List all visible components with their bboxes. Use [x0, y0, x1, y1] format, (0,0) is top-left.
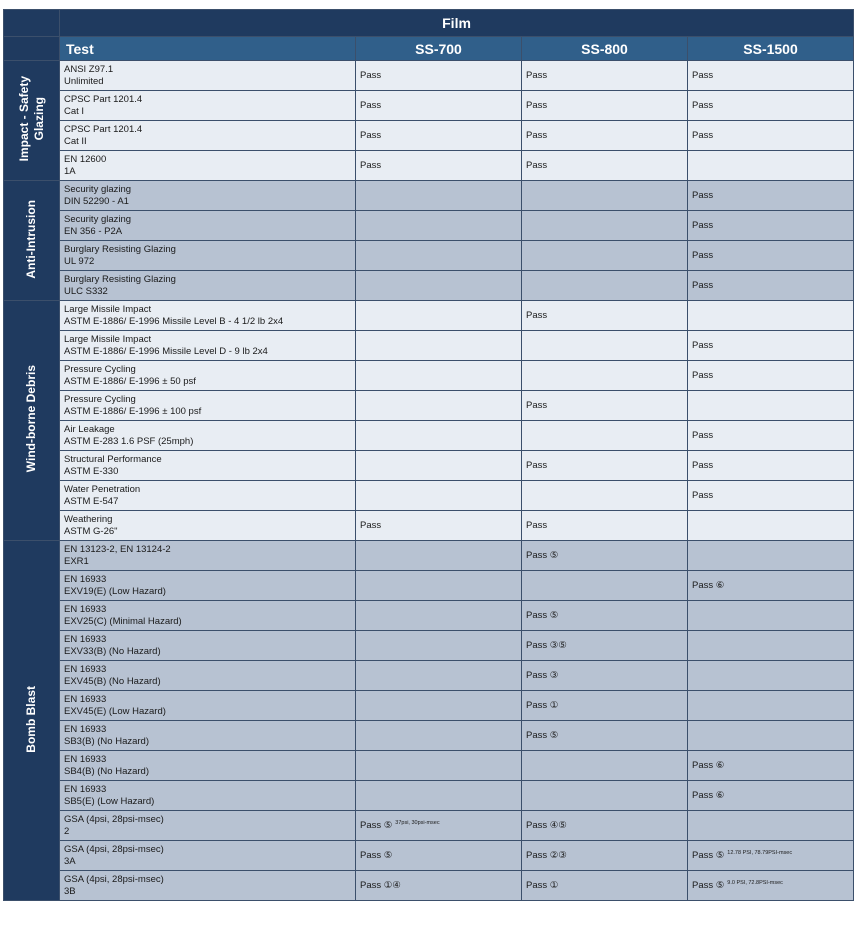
category-label	[4, 181, 60, 301]
ss800-result	[522, 331, 688, 361]
test-name-cell	[60, 391, 356, 421]
ss1500-result	[688, 391, 854, 421]
test-name-cell	[60, 721, 356, 751]
ss700-result	[356, 91, 522, 121]
table-row	[4, 61, 854, 91]
test-standard: EXV45(E) (Low Hazard)	[64, 705, 166, 717]
table-row	[4, 121, 854, 151]
ss700-result	[356, 421, 522, 451]
table-row	[4, 721, 854, 751]
result-text: Pass	[692, 100, 714, 111]
ss1500-result	[688, 691, 854, 721]
result-text: Pass	[526, 400, 548, 411]
ss1500-result	[688, 661, 854, 691]
ss800-result	[522, 391, 688, 421]
ss1500-result	[688, 301, 854, 331]
test-standard: DIN 52290 - A1	[64, 195, 129, 207]
result-text: Pass ②③	[526, 850, 567, 861]
result-text: Pass	[692, 220, 714, 231]
result-text: Pass	[526, 100, 548, 111]
result-text: Pass	[692, 340, 714, 351]
test-name-cell	[60, 631, 356, 661]
result-note: 9.0 PSI, 72.8PSI-msec	[727, 880, 783, 886]
ss800-result	[522, 211, 688, 241]
ss700-result	[356, 571, 522, 601]
result-text: Pass ⑤	[526, 610, 559, 621]
test-name: ANSI Z97.1	[64, 63, 114, 75]
test-name-cell	[60, 271, 356, 301]
table-body	[4, 61, 854, 901]
table-row	[4, 751, 854, 781]
test-name-cell	[60, 601, 356, 631]
test-name: CPSC Part 1201.4	[64, 93, 143, 105]
test-standard: ASTM E-1886/ E-1996 ± 50 psf	[64, 375, 196, 387]
ss1500-result	[688, 721, 854, 751]
test-name: Large Missile Impact	[64, 303, 152, 315]
ss800-result	[522, 721, 688, 751]
test-name-cell	[60, 61, 356, 91]
ss700-result	[356, 691, 522, 721]
result-note: 37psi, 30psi-msec	[395, 820, 440, 826]
test-name: EN 16933	[64, 693, 107, 705]
ss1500-result	[688, 151, 854, 181]
ss1500-result	[688, 421, 854, 451]
ss800-result	[522, 841, 688, 871]
test-name: Burglary Resisting Glazing	[64, 243, 176, 255]
ss1500-result	[688, 571, 854, 601]
table-row	[4, 451, 854, 481]
test-standard: EXV45(B) (No Hazard)	[64, 675, 161, 687]
test-standard: EXV33(B) (No Hazard)	[64, 645, 161, 657]
test-standard: EXV19(E) (Low Hazard)	[64, 585, 166, 597]
ss700-result	[356, 481, 522, 511]
table-row	[4, 151, 854, 181]
ss1500-result	[688, 541, 854, 571]
test-name: Water Penetration	[64, 483, 141, 495]
result-text: Pass	[360, 130, 382, 141]
test-standard: EN 356 - P2A	[64, 225, 123, 237]
test-name-cell	[60, 691, 356, 721]
result-text: Pass ⑤	[360, 820, 393, 831]
ss1500-result	[688, 271, 854, 301]
test-standard: ASTM E-1886/ E-1996 Missile Level D - 9 lb 2x4	[64, 345, 268, 357]
ss700-result	[356, 751, 522, 781]
test-standard: SB5(E) (Low Hazard)	[64, 795, 155, 807]
test-name: EN 13123-2, EN 13124-2	[64, 543, 171, 555]
ss800-result	[522, 541, 688, 571]
ss700-result	[356, 541, 522, 571]
category-label	[4, 541, 60, 901]
category-name: Bomb Blast	[24, 685, 38, 753]
test-standard: ASTM G-26"	[64, 525, 118, 537]
result-text: Pass ①	[526, 880, 559, 891]
test-standard: ASTM E-283 1.6 PSF (25mph)	[64, 435, 194, 447]
table-row	[4, 871, 854, 901]
result-text: Pass	[526, 130, 548, 141]
ss1500-result	[688, 61, 854, 91]
test-standard: ULC S332	[64, 285, 108, 297]
ss700-result	[356, 841, 522, 871]
ss800-result	[522, 571, 688, 601]
table-row	[4, 661, 854, 691]
table-row	[4, 361, 854, 391]
test-standard: EXV25(C) (Minimal Hazard)	[64, 615, 182, 627]
test-name: Pressure Cycling	[64, 363, 136, 375]
table-row	[4, 631, 854, 661]
ss1500-result	[688, 841, 854, 871]
result-text: Pass	[360, 100, 382, 111]
ss1500-result	[688, 481, 854, 511]
result-text: Pass	[692, 460, 714, 471]
header-corner-2	[4, 37, 60, 61]
table-row	[4, 271, 854, 301]
result-text: Pass ⑤	[692, 850, 725, 861]
test-name-cell	[60, 541, 356, 571]
ss1500-result	[688, 91, 854, 121]
test-name-cell	[60, 211, 356, 241]
result-text: Pass	[692, 250, 714, 261]
result-text: Pass ⑤	[526, 730, 559, 741]
ss700-result	[356, 271, 522, 301]
result-text: Pass	[692, 130, 714, 141]
table-row	[4, 571, 854, 601]
test-name: EN 16933	[64, 633, 107, 645]
test-standard: ASTM E-1886/ E-1996 ± 100 psf	[64, 405, 202, 417]
test-name-cell	[60, 751, 356, 781]
table-row	[4, 331, 854, 361]
ss800-result	[522, 601, 688, 631]
result-text: Pass ⑥	[692, 760, 725, 771]
test-name-cell	[60, 811, 356, 841]
test-name: EN 16933	[64, 663, 107, 675]
test-name-cell	[60, 241, 356, 271]
category-name: Impact - Safety Glazing	[16, 76, 46, 162]
ss800-result	[522, 271, 688, 301]
test-name: EN 16933	[64, 753, 107, 765]
film-header: Film	[60, 10, 854, 37]
result-text: Pass	[526, 70, 548, 81]
ss1500-result	[688, 331, 854, 361]
test-name-cell	[60, 661, 356, 691]
ss1500-result	[688, 361, 854, 391]
test-name-cell	[60, 781, 356, 811]
ss800-result	[522, 121, 688, 151]
category-name: Wind-borne Debris	[24, 365, 38, 473]
table-row	[4, 781, 854, 811]
ss800-result	[522, 451, 688, 481]
ss700-result	[356, 511, 522, 541]
ss800-result	[522, 421, 688, 451]
test-standard: 2	[64, 825, 70, 837]
test-standard: 3A	[64, 855, 76, 867]
result-text: Pass	[360, 160, 382, 171]
ss700-result	[356, 451, 522, 481]
ss800-result	[522, 811, 688, 841]
test-name-cell	[60, 91, 356, 121]
test-name: GSA (4psi, 28psi-msec)	[64, 813, 164, 825]
category-name: Anti-Intrusion	[24, 199, 38, 279]
ss700-result	[356, 151, 522, 181]
test-name: Large Missile Impact	[64, 333, 152, 345]
result-text: Pass ①④	[360, 880, 401, 891]
column-header-test: Test	[60, 37, 356, 61]
ss1500-result	[688, 781, 854, 811]
test-standard: Cat I	[64, 105, 85, 117]
table-row	[4, 811, 854, 841]
ss800-result	[522, 751, 688, 781]
table-row	[4, 511, 854, 541]
result-text: Pass ③	[526, 670, 559, 681]
film-comparison-table	[3, 9, 854, 901]
result-text: Pass	[692, 490, 714, 501]
test-name-cell	[60, 181, 356, 211]
test-name: EN 16933	[64, 723, 107, 735]
result-text: Pass	[692, 280, 714, 291]
ss700-result	[356, 241, 522, 271]
result-text: Pass	[526, 460, 548, 471]
table-row	[4, 481, 854, 511]
test-name: Air Leakage	[64, 423, 115, 435]
ss800-result	[522, 61, 688, 91]
result-text: Pass ⑤	[526, 550, 559, 561]
ss700-result	[356, 721, 522, 751]
test-name: Weathering	[64, 513, 113, 525]
ss800-result	[522, 181, 688, 211]
test-name: EN 16933	[64, 603, 107, 615]
test-name: EN 16933	[64, 783, 107, 795]
ss1500-result	[688, 451, 854, 481]
ss1500-result	[688, 811, 854, 841]
test-standard: ASTM E-330	[64, 465, 119, 477]
result-text: Pass ⑤	[692, 880, 725, 891]
test-name: Burglary Resisting Glazing	[64, 273, 176, 285]
test-name: Structural Performance	[64, 453, 162, 465]
table-row	[4, 301, 854, 331]
result-text: Pass ①	[526, 700, 559, 711]
table-row	[4, 541, 854, 571]
test-standard: ASTM E-1886/ E-1996 Missile Level B - 4 1/2 lb 2x4	[64, 315, 284, 327]
ss800-result	[522, 781, 688, 811]
test-name-cell	[60, 571, 356, 601]
test-name-cell	[60, 841, 356, 871]
result-note: 12.78 PSI, 78.79PSI-msec	[727, 850, 793, 856]
table-row	[4, 421, 854, 451]
result-text: Pass ③⑤	[526, 640, 567, 651]
ss800-result	[522, 361, 688, 391]
test-standard: Unlimited	[64, 75, 104, 87]
ss700-result	[356, 781, 522, 811]
test-standard: EXR1	[64, 555, 89, 567]
ss800-result	[522, 661, 688, 691]
ss1500-result	[688, 121, 854, 151]
result-text: Pass ④⑤	[526, 820, 567, 831]
ss700-result	[356, 301, 522, 331]
test-name-cell	[60, 121, 356, 151]
result-text: Pass	[692, 190, 714, 201]
ss800-result	[522, 691, 688, 721]
ss800-result	[522, 241, 688, 271]
ss1500-result	[688, 511, 854, 541]
test-name-cell	[60, 361, 356, 391]
table-row	[4, 691, 854, 721]
test-standard: SB3(B) (No Hazard)	[64, 735, 149, 747]
table-row	[4, 211, 854, 241]
ss700-result	[356, 181, 522, 211]
ss800-result	[522, 511, 688, 541]
test-standard: 1A	[64, 165, 76, 177]
test-name-cell	[60, 331, 356, 361]
test-name: CPSC Part 1201.4	[64, 123, 143, 135]
result-text: Pass ⑤	[360, 850, 393, 861]
test-name: Security glazing	[64, 213, 132, 225]
ss1500-result	[688, 241, 854, 271]
test-standard: SB4(B) (No Hazard)	[64, 765, 149, 777]
result-text: Pass	[526, 310, 548, 321]
ss700-result	[356, 61, 522, 91]
ss800-result	[522, 871, 688, 901]
ss700-result	[356, 391, 522, 421]
header-corner	[4, 10, 60, 37]
test-name: GSA (4psi, 28psi-msec)	[64, 873, 164, 885]
category-label	[4, 61, 60, 181]
ss1500-result	[688, 631, 854, 661]
ss800-result	[522, 91, 688, 121]
test-name-cell	[60, 451, 356, 481]
table-row	[4, 181, 854, 211]
ss700-result	[356, 871, 522, 901]
ss800-result	[522, 631, 688, 661]
test-standard: ASTM E-547	[64, 495, 119, 507]
ss700-result	[356, 211, 522, 241]
ss1500-result	[688, 211, 854, 241]
column-header-ss700: SS-700	[356, 37, 522, 61]
result-text: Pass ⑥	[692, 790, 725, 801]
ss700-result	[356, 631, 522, 661]
ss700-result	[356, 331, 522, 361]
ss800-result	[522, 301, 688, 331]
test-standard: UL 972	[64, 255, 95, 267]
test-name-cell	[60, 511, 356, 541]
result-text: Pass	[526, 160, 548, 171]
result-text: Pass	[692, 70, 714, 81]
test-name: GSA (4psi, 28psi-msec)	[64, 843, 164, 855]
ss1500-result	[688, 751, 854, 781]
ss1500-result	[688, 181, 854, 211]
test-name: Pressure Cycling	[64, 393, 136, 405]
test-standard: Cat II	[64, 135, 87, 147]
result-text: Pass ⑥	[692, 580, 725, 591]
test-name-cell	[60, 151, 356, 181]
ss1500-result	[688, 601, 854, 631]
ss700-result	[356, 661, 522, 691]
ss700-result	[356, 121, 522, 151]
table-row	[4, 601, 854, 631]
table-row	[4, 91, 854, 121]
ss700-result	[356, 601, 522, 631]
ss1500-result	[688, 871, 854, 901]
test-name: Security glazing	[64, 183, 132, 195]
category-label	[4, 301, 60, 541]
test-name-cell	[60, 301, 356, 331]
column-header-ss800: SS-800	[522, 37, 688, 61]
ss800-result	[522, 151, 688, 181]
test-name: EN 16933	[64, 573, 107, 585]
column-header-ss1500: SS-1500	[688, 37, 854, 61]
test-name-cell	[60, 871, 356, 901]
ss800-result	[522, 481, 688, 511]
table-row	[4, 841, 854, 871]
ss700-result	[356, 811, 522, 841]
test-name-cell	[60, 421, 356, 451]
table-row	[4, 391, 854, 421]
result-text: Pass	[526, 520, 548, 531]
result-text: Pass	[360, 70, 382, 81]
ss700-result	[356, 361, 522, 391]
test-name: EN 12600	[64, 153, 107, 165]
result-text: Pass	[692, 370, 714, 381]
test-standard: 3B	[64, 885, 76, 897]
test-name-cell	[60, 481, 356, 511]
result-text: Pass	[360, 520, 382, 531]
result-text: Pass	[692, 430, 714, 441]
table-row	[4, 241, 854, 271]
